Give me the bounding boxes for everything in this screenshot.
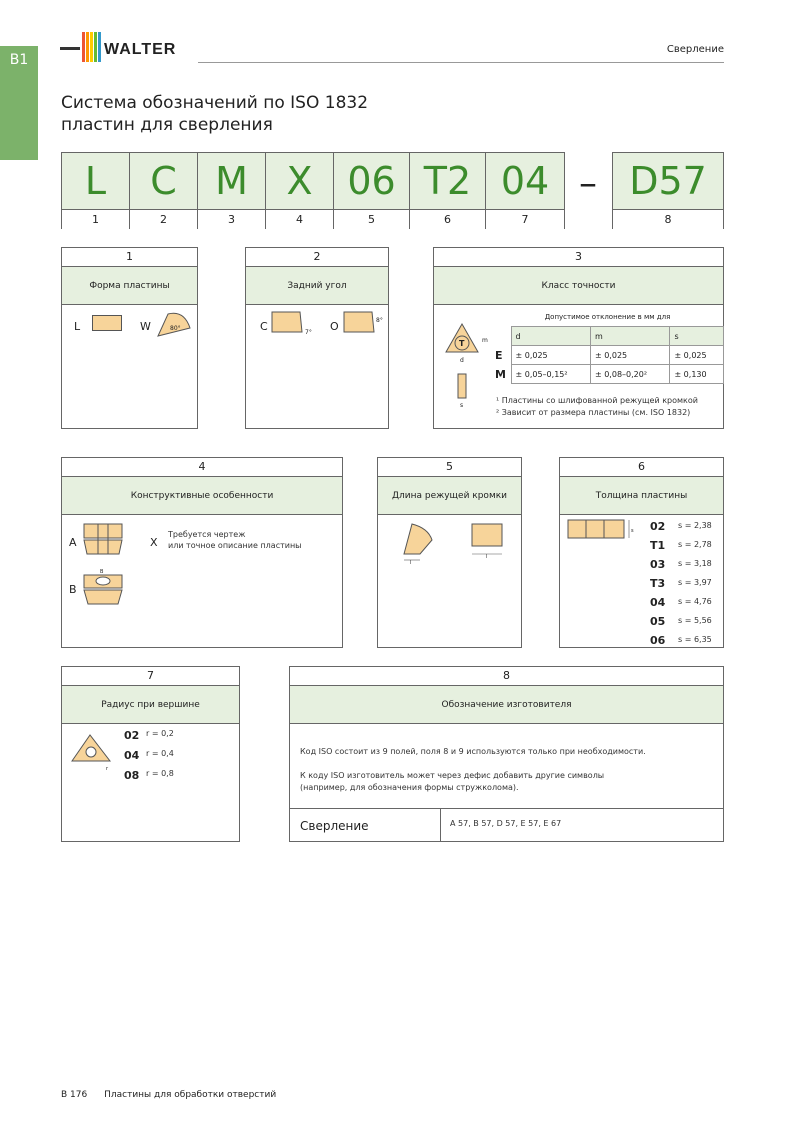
box-clearance-num: 2 <box>246 248 388 267</box>
page-title <box>61 92 368 136</box>
title-line-2: пластин для сверления <box>61 115 273 135</box>
code-num-1: 1 <box>62 209 130 229</box>
shape-W-label: W <box>140 320 151 333</box>
chapter-tab-label: B1 <box>9 52 29 68</box>
feature-B-dim: B <box>100 569 104 575</box>
thickness-s-label: s <box>631 528 634 534</box>
box-edge-head: Длина режущей кромки <box>378 477 521 515</box>
header-section: Сверление <box>666 44 724 55</box>
tol-col-s: s <box>670 327 724 346</box>
tolerance-diagram-icon <box>442 322 490 412</box>
tolerance-d-label: d <box>460 357 464 364</box>
tolerance-tri-label: T <box>459 339 465 348</box>
thickness-key: 05 <box>650 615 666 628</box>
code-suffix-letter: D57 <box>613 153 723 209</box>
header-rule <box>198 62 724 63</box>
feature-A-icon <box>82 522 126 558</box>
thickness-key: 04 <box>650 596 666 609</box>
tol-row-key: M <box>495 367 506 381</box>
box-clearance-head: Задний угол <box>246 267 388 305</box>
footer-page: B 176 <box>61 1090 88 1100</box>
radius-icon <box>66 733 116 777</box>
thickness-value: s = 5,56 <box>678 616 712 625</box>
edge-polygon-icon <box>398 518 438 568</box>
tol-col-m: m <box>590 327 669 346</box>
edge-l2: l <box>486 554 488 560</box>
box-manufacturer-head: Обозначение изготовителя <box>290 686 723 724</box>
code-letter-7: 04 <box>486 153 564 209</box>
edge-square-icon <box>468 522 508 562</box>
clearance-C-icon <box>270 308 316 340</box>
feature-B-icon <box>82 566 126 608</box>
shape-L-icon <box>92 315 122 331</box>
code-strip <box>61 152 565 229</box>
walter-logo <box>60 30 200 66</box>
thickness-value: s = 6,35 <box>678 635 712 644</box>
code-num-7: 7 <box>486 209 564 229</box>
box-tolerance-head: Класс точности <box>434 267 723 305</box>
feature-B-label: B <box>69 583 77 596</box>
thickness-icon <box>566 518 638 542</box>
title-line-1: Система обозначений по ISO 1832 <box>61 93 369 113</box>
thickness-value: s = 2,38 <box>678 521 712 530</box>
tolerance-table <box>491 326 724 384</box>
box-shape-num: 1 <box>62 248 197 267</box>
radius-value: r = 0,8 <box>146 769 174 778</box>
manufacturer-text-1: Код ISO состоит из 9 полей, поля 8 и 9 используются только при необходимости. <box>300 747 646 756</box>
radius-key: 04 <box>124 749 140 762</box>
box-features <box>61 457 343 648</box>
tol-cell: ± 0,025 <box>670 346 724 365</box>
clearance-O-angle: 8° <box>376 317 383 324</box>
radius-r-label: r <box>106 766 109 772</box>
code-letter-2: C <box>130 153 198 209</box>
tolerance-m-label: m <box>482 337 488 344</box>
radius-value: r = 0,2 <box>146 729 174 738</box>
box-manufacturer-num: 8 <box>290 667 723 686</box>
thickness-value: s = 4,76 <box>678 597 712 606</box>
thickness-key: 06 <box>650 634 666 647</box>
radius-key: 08 <box>124 769 140 782</box>
box-shape-head: Форма пластины <box>62 267 197 305</box>
clearance-O-label: O <box>330 320 339 333</box>
code-num-3: 3 <box>198 209 266 229</box>
manufacturer-row-divider <box>290 808 723 809</box>
box-edge-num: 5 <box>378 458 521 477</box>
code-letter-1: L <box>62 153 130 209</box>
shape-W-icon <box>154 308 194 340</box>
shape-W-angle: 80° <box>170 325 181 332</box>
tolerance-note-2: ² Зависит от размера пластины (см. ISO 1832) <box>496 408 691 417</box>
edge-l1: l <box>410 560 412 566</box>
thickness-key: 02 <box>650 520 666 533</box>
box-features-num: 4 <box>62 458 342 477</box>
code-num-2: 2 <box>130 209 198 229</box>
tol-col-d: d <box>511 327 590 346</box>
chapter-tab <box>0 46 38 160</box>
tol-cell: ± 0,130 <box>670 365 724 384</box>
thickness-value: s = 2,78 <box>678 540 712 549</box>
tol-cell: ± 0,025 <box>511 346 590 365</box>
thickness-value: s = 3,18 <box>678 559 712 568</box>
manufacturer-row-value: A 57, B 57, D 57, E 57, E 67 <box>450 819 562 828</box>
box-radius <box>61 666 240 842</box>
footer <box>61 1090 276 1100</box>
shape-L-label: L <box>74 320 81 333</box>
box-tolerance <box>433 247 724 429</box>
code-letter-5: 06 <box>334 153 410 209</box>
thickness-value: s = 3,97 <box>678 578 712 587</box>
code-letter-3: M <box>198 153 266 209</box>
brand-name: WALTER <box>104 41 177 58</box>
tol-cell: ± 0,025 <box>590 346 669 365</box>
code-suffix-num: 8 <box>613 209 723 229</box>
clearance-C-label: C <box>260 320 268 333</box>
box-shape <box>61 247 198 429</box>
footer-text: Пластины для обработки отверстий <box>104 1090 277 1100</box>
manufacturer-text-2a: К коду ISO изготовитель может через дефис добавить другие символы <box>300 771 605 780</box>
tol-row-key: E <box>495 348 503 362</box>
box-tolerance-num: 3 <box>434 248 723 267</box>
thickness-key: 03 <box>650 558 666 571</box>
manufacturer-col-divider <box>440 808 441 841</box>
box-radius-head: Радиус при вершине <box>62 686 239 724</box>
box-radius-num: 7 <box>62 667 239 686</box>
tol-cell: ± 0,05–0,15² <box>511 365 590 384</box>
tolerance-note-1: ¹ Пластины со шлифованной режущей кромкой <box>496 396 698 405</box>
code-num-5: 5 <box>334 209 410 229</box>
box-thickness <box>559 457 724 648</box>
clearance-O-icon <box>342 308 388 340</box>
code-dash: – <box>579 163 597 204</box>
box-edge-length <box>377 457 522 648</box>
box-thickness-num: 6 <box>560 458 723 477</box>
walter-logo-icon <box>60 30 200 66</box>
code-letter-4: X <box>266 153 334 209</box>
feature-A-label: A <box>69 536 77 549</box>
tol-cell: ± 0,08–0,20² <box>590 365 669 384</box>
thickness-key: T3 <box>650 577 666 590</box>
manufacturer-row-key: Сверление <box>300 819 369 833</box>
box-thickness-head: Толщина пластины <box>560 477 723 515</box>
radius-value: r = 0,4 <box>146 749 174 758</box>
tolerance-table-head: Допустимое отклонение в мм для <box>544 313 671 321</box>
box-manufacturer <box>289 666 724 842</box>
clearance-C-angle: 7° <box>305 329 312 336</box>
box-clearance <box>245 247 389 429</box>
code-suffix <box>612 152 724 229</box>
code-num-6: 6 <box>410 209 486 229</box>
tolerance-s-label: s <box>460 402 464 409</box>
box-features-head: Конструктивные особенности <box>62 477 342 515</box>
feature-X-text-2: или точное описание пластины <box>168 541 302 550</box>
code-letter-6: T2 <box>410 153 486 209</box>
manufacturer-text-2b: (например, для обозначения формы стружколома). <box>300 783 519 792</box>
thickness-key: T1 <box>650 539 666 552</box>
feature-X-text-1: Требуется чертеж <box>168 530 246 539</box>
feature-X-label: X <box>150 536 158 549</box>
radius-key: 02 <box>124 729 140 742</box>
code-num-4: 4 <box>266 209 334 229</box>
